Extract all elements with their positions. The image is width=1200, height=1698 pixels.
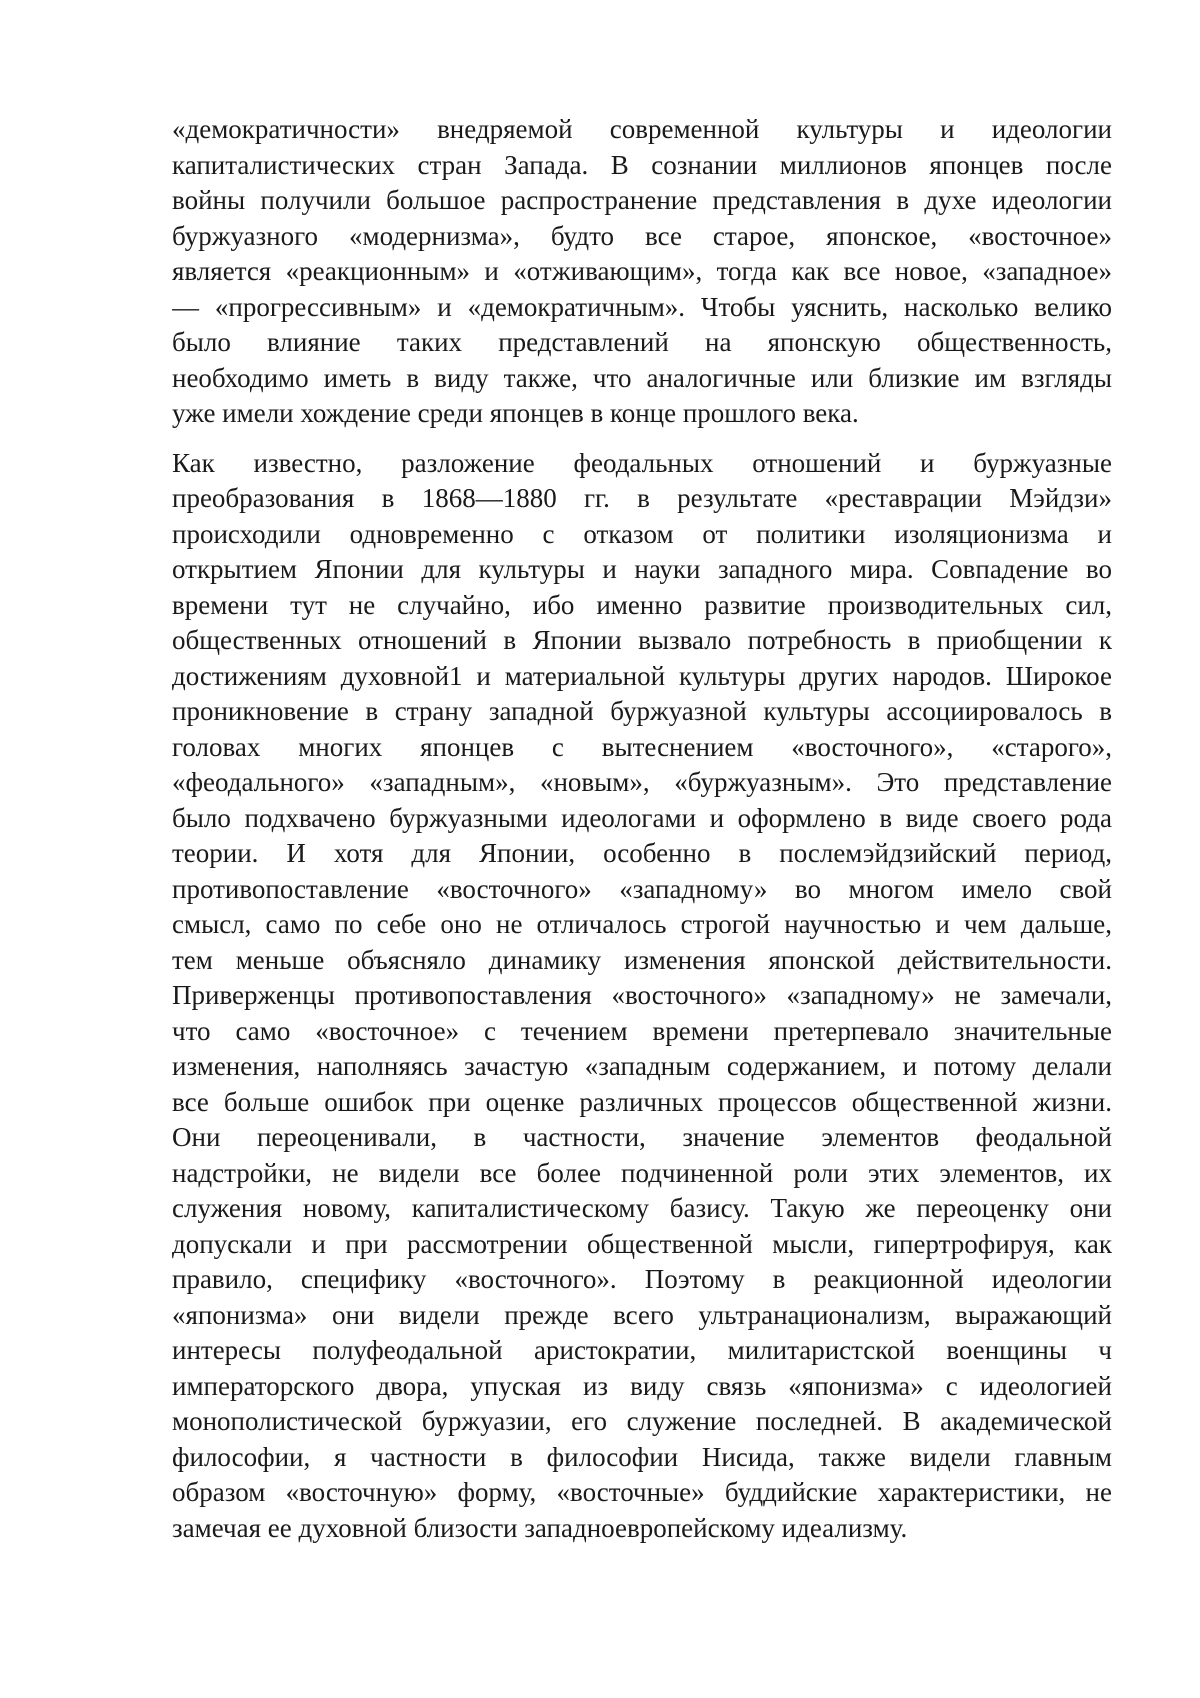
text-line: уже имели хождение среди японцев в конце прошлого века. (172, 398, 859, 428)
text-line: общественных отношений в Японии вызвало потребность в приобщении к (172, 625, 1112, 655)
text-line: монополистической буржуазии, его служение последней. В академической (172, 1406, 1112, 1436)
text-line: капиталистических стран Запада. В сознании миллионов японцев после (172, 149, 1112, 180)
text-column (172, 112, 1112, 1546)
text-line: императорского двора, упуская из виду связь «японизма» с идеологией (172, 1370, 1112, 1401)
text-line: Как известно, разложение феодальных отношений и буржуазные (172, 447, 1112, 478)
text-line: философии, я частности в философии Нисида, также видели главным (172, 1441, 1112, 1472)
text-line: правило, специфику «восточного». Поэтому в реакционной идеологии (172, 1264, 1112, 1294)
text-line: происходили одновременно с отказом от политики изоляционизма и (172, 518, 1112, 549)
text-line: смысл, само по себе оно не отличалось строгой научностью и чем дальше, (172, 909, 1112, 939)
text-line: Приверженцы противопоставления «восточного» «западному» не замечали, (172, 980, 1112, 1010)
text-line: является «реакционным» и «отживающим», тогда как все новое, «западное» (172, 256, 1112, 286)
text-line: надстройки, не видели все более подчиненной роли этих элементов, их (172, 1157, 1112, 1188)
text-line: — «прогрессивным» и «демократичным». Чтобы уяснить, насколько велико (172, 291, 1112, 322)
text-line: что само «восточное» с течением времени претерпевало значительные (172, 1015, 1112, 1046)
text-line: достижениям духовной1 и материальной культуры других народов. Широкое (172, 660, 1112, 691)
text-line: преобразования в 1868—1880 гг. в результате «реставрации Мэйдзи» (172, 483, 1112, 513)
text-line: противопоставление «восточного» «западному» во многом имело свой (172, 873, 1112, 904)
text-line: необходимо иметь в виду также, что аналогичные или близкие им взгляды (172, 362, 1112, 393)
text-line: «японизма» они видели прежде всего ультранационализм, выражающий (172, 1299, 1112, 1330)
text-line: образом «восточную» форму, «восточные» буддийские характеристики, не (172, 1477, 1112, 1507)
text-line: открытием Японии для культуры и науки западного мира. Совпадение во (172, 554, 1112, 584)
paragraph (172, 112, 1112, 432)
text-line: интересы полуфеодальной аристократии, милитаристской военщины ч (172, 1335, 1112, 1365)
text-line: все больше ошибок при оценке различных процессов общественной жизни. (172, 1086, 1112, 1117)
text-line: «демократичности» внедряемой современной культуры и идеологии (172, 114, 1112, 144)
text-line: допускали и при рассмотрении общественной мысли, гипертрофируя, как (172, 1228, 1112, 1259)
text-line: тем меньше объясняло динамику изменения японской действительности. (172, 944, 1112, 975)
text-line: замечая ее духовной близости западноевропейскому идеализму. (172, 1512, 908, 1543)
text-line: теории. И хотя для Японии, особенно в послемэйдзийский период, (172, 838, 1112, 868)
text-line: Они переоценивали, в частности, значение элементов феодальной (172, 1122, 1112, 1152)
text-line: изменения, наполняясь зачастую «западным содержанием, и потому делали (172, 1051, 1112, 1081)
text-line: было подхвачено буржуазными идеологами и оформлено в виде своего рода (172, 802, 1112, 833)
text-line: служения новому, капиталистическому базису. Такую же переоценку они (172, 1193, 1112, 1223)
text-line: проникновение в страну западной буржуазной культуры ассоциировалось в (172, 696, 1112, 726)
text-line: войны получили большое распространение представления в духе идеологии (172, 185, 1112, 215)
text-line: буржуазного «модернизма», будто все старое, японское, «восточное» (172, 220, 1112, 251)
text-line: головах многих японцев с вытеснением «восточного», «старого», (172, 731, 1112, 762)
text-line: «феодального» «западным», «новым», «буржуазным». Это представление (172, 767, 1112, 797)
text-line: времени тут не случайно, ибо именно развитие производительных сил, (172, 589, 1112, 620)
text-line: было влияние таких представлений на японскую общественность, (172, 327, 1112, 357)
paragraph (172, 446, 1112, 1547)
